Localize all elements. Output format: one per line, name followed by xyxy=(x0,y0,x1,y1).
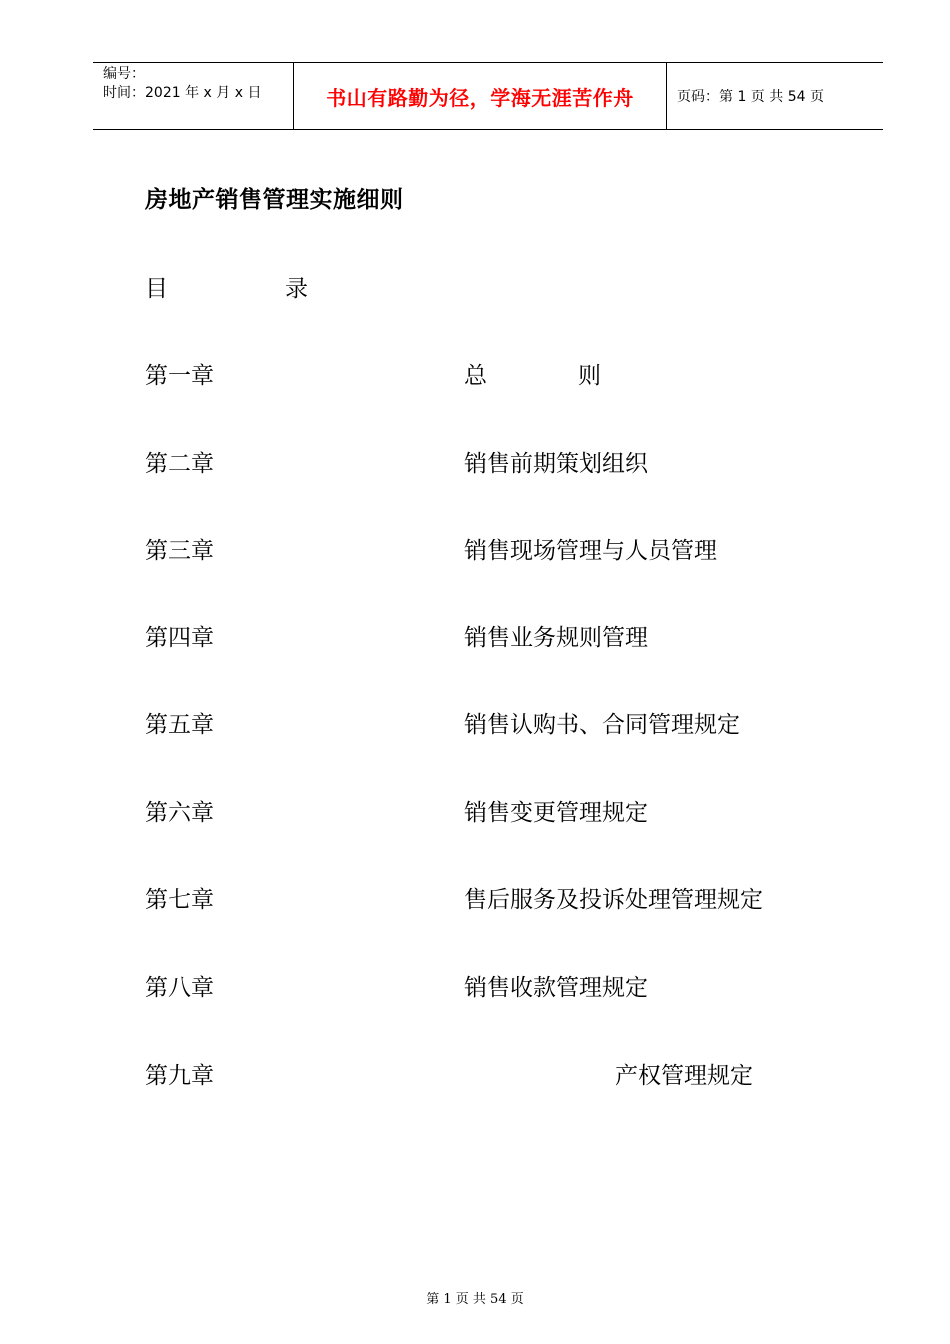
toc-chapter-title: 产权管理规定 xyxy=(615,1063,753,1089)
toc-chapter-number: 第五章 xyxy=(145,712,214,738)
toc-entry xyxy=(145,969,845,1003)
toc-chapter-title: 销售前期策划组织 xyxy=(464,451,648,477)
document-time-label: 时间：2021 年 x 月 x 日 xyxy=(103,85,262,101)
toc-chapter-title: 销售业务规则管理 xyxy=(464,625,648,651)
document-number-label: 编号： xyxy=(103,66,145,82)
toc-entry xyxy=(145,881,845,915)
toc-entry xyxy=(145,619,845,653)
toc-entry xyxy=(145,1057,845,1091)
header-page-info: 页码：第 1 页 共 54 页 xyxy=(677,89,824,105)
toc-chapter-title: 销售认购书、合同管理规定 xyxy=(464,712,740,738)
header-meta xyxy=(93,63,294,129)
toc-chapter-number: 第七章 xyxy=(145,887,214,913)
toc-entry xyxy=(145,532,845,566)
toc-chapter-title: 销售变更管理规定 xyxy=(464,800,648,826)
page-header xyxy=(93,62,883,130)
toc-chapter-title-part-2: 则 xyxy=(578,363,601,389)
document-title: 房地产销售管理实施细则 xyxy=(145,187,404,213)
page-footer: 第 1 页 共 54 页 xyxy=(426,1292,524,1307)
toc-chapter-number: 第九章 xyxy=(145,1063,214,1089)
toc-heading-right: 录 xyxy=(285,276,308,302)
toc-chapter-number: 第八章 xyxy=(145,975,214,1001)
toc-chapter-title: 销售现场管理与人员管理 xyxy=(464,538,717,564)
toc-chapter-number: 第六章 xyxy=(145,800,214,826)
header-motto: 书山有路勤为径，学海无涯苦作舟 xyxy=(294,63,667,129)
toc-chapter-number: 第三章 xyxy=(145,538,214,564)
toc-chapter-title-part-1: 总 xyxy=(464,363,487,389)
toc-entry xyxy=(145,445,845,479)
toc-entry xyxy=(145,357,845,391)
toc-heading-left: 目 xyxy=(145,276,168,302)
toc-chapter-title: 销售收款管理规定 xyxy=(464,975,648,1001)
toc-chapter-number: 第二章 xyxy=(145,451,214,477)
toc-chapter-title: 售后服务及投诉处理管理规定 xyxy=(464,887,763,913)
toc-entry xyxy=(145,794,845,828)
toc-chapter-number: 第一章 xyxy=(145,363,214,389)
toc-entry xyxy=(145,706,845,740)
toc-chapter-number: 第四章 xyxy=(145,625,214,651)
